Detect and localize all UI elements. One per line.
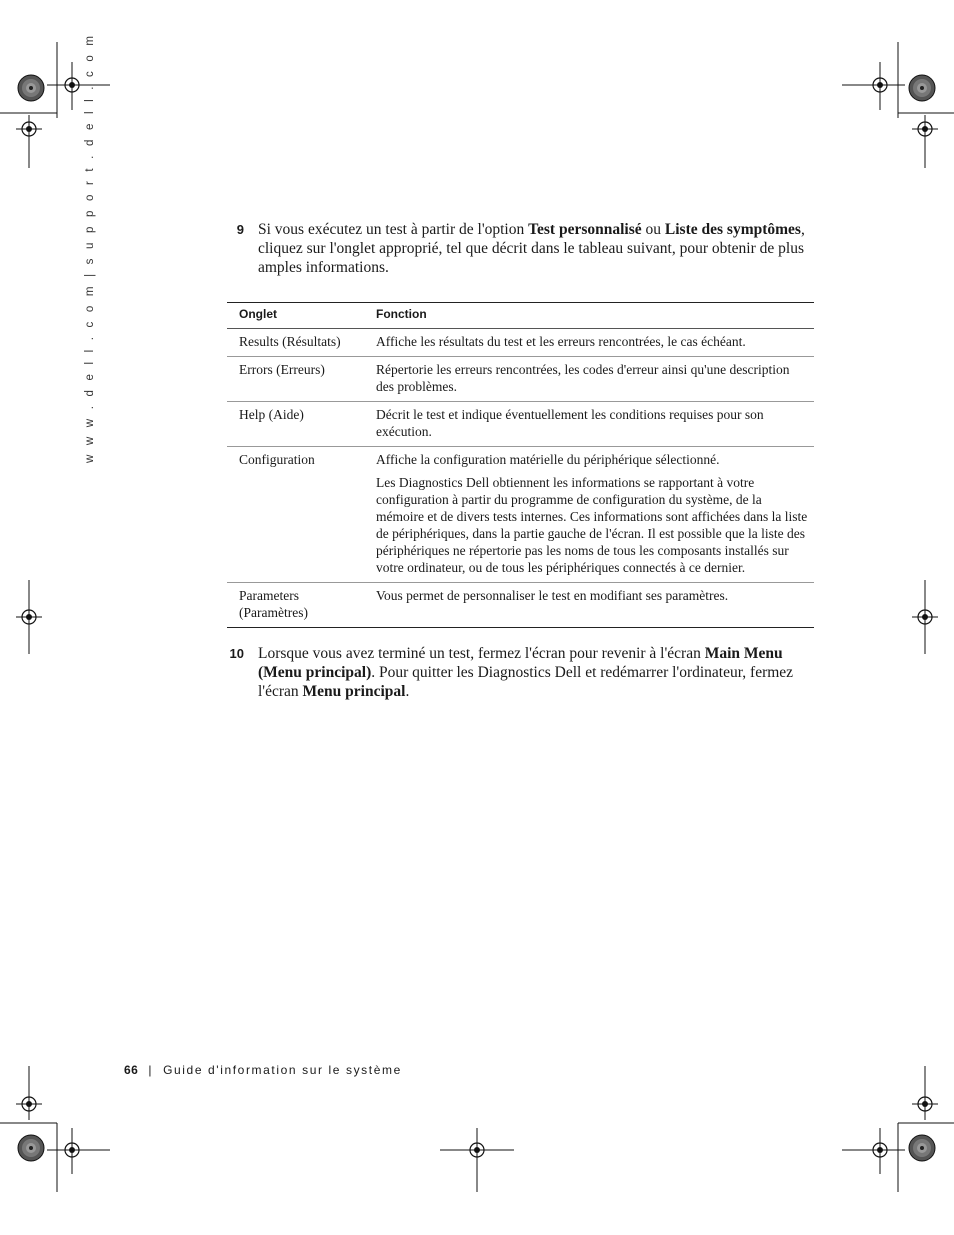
step-10-text: Lorsque vous avez terminé un test, fermez l'écran pour revenir à l'écran Main Menu (Menu principal). Pour quitter les Diagnostics Dell et redémarrer l'ordinateur, fermez l'écran Menu principal.	[258, 645, 794, 700]
registration-star-icon	[909, 75, 935, 101]
tab-name: Help (Aide)	[227, 402, 364, 447]
tab-name: Errors (Erreurs)	[227, 357, 364, 402]
page-number: 66	[124, 1063, 139, 1077]
step-number: 10	[229, 646, 244, 661]
tabs-table	[227, 302, 814, 628]
tab-function	[364, 447, 814, 583]
tab-function-detail: Les Diagnostics Dell obtiennent les informations se rapportant à votre configuration à partir du programme de configuration du système, de la mémoire et de divers tests internes. Ces informations sont affichées dans la liste de périphériques, dans la partie gauche de l'écran. Il est possible que la liste des périphériques ne répertorie pas les noms de tous les composants installés sur votre ordinateur, ou de tous les périphériques connectés à ce dernier.	[376, 475, 808, 575]
registration-star-icon	[909, 1135, 935, 1161]
tab-function: Répertorie les erreurs rencontrées, les codes d'erreur ainsi qu'une description des problèmes.	[364, 357, 814, 402]
tab-function: Affiche les résultats du test et les erreurs rencontrées, le cas échéant.	[364, 329, 814, 357]
tab-function: Vous permet de personnaliser le test en modifiant ses paramètres.	[364, 583, 814, 628]
tab-function-line: Affiche la configuration matérielle du périphérique sélectionné.	[376, 452, 720, 467]
tab-name: Configuration	[227, 447, 364, 583]
step-9-text: Si vous exécutez un test à partir de l'option Test personnalisé ou Liste des symptômes, cliquez sur l'onglet approprié, tel que décrit dans le tableau suivant, pour obtenir de plus amples informations.	[258, 221, 805, 276]
footer-title: Guide d'information sur le système	[163, 1063, 402, 1077]
footer-separator: |	[148, 1063, 154, 1077]
table-header-row	[227, 303, 814, 329]
menu-principal-label: Menu principal	[302, 683, 406, 700]
column-header-onglet: Onglet	[227, 303, 364, 329]
table-row	[227, 583, 814, 628]
page-footer	[124, 1063, 402, 1077]
tab-function: Décrit le test et indique éventuellement les conditions requises pour son exécution.	[364, 402, 814, 447]
table-row	[227, 402, 814, 447]
side-url-text: w w w . d e l l . c o m | s u p p o r t . d e l l . c o m	[84, 32, 96, 463]
column-header-fonction: Fonction	[364, 303, 814, 329]
registration-star-icon	[18, 1135, 44, 1161]
registration-star-icon	[18, 75, 44, 101]
tab-name: Parameters (Paramètres)	[227, 583, 364, 628]
main-menu-label: Main Menu (Menu principal)	[258, 645, 783, 681]
table-row	[227, 447, 814, 583]
option-liste-symptomes: Liste des symptômes	[664, 221, 801, 238]
table-row	[227, 357, 814, 402]
table-row	[227, 329, 814, 357]
step-number: 9	[236, 222, 244, 237]
tab-name: Results (Résultats)	[227, 329, 364, 357]
option-test-personnalise: Test personnalisé	[528, 221, 642, 238]
